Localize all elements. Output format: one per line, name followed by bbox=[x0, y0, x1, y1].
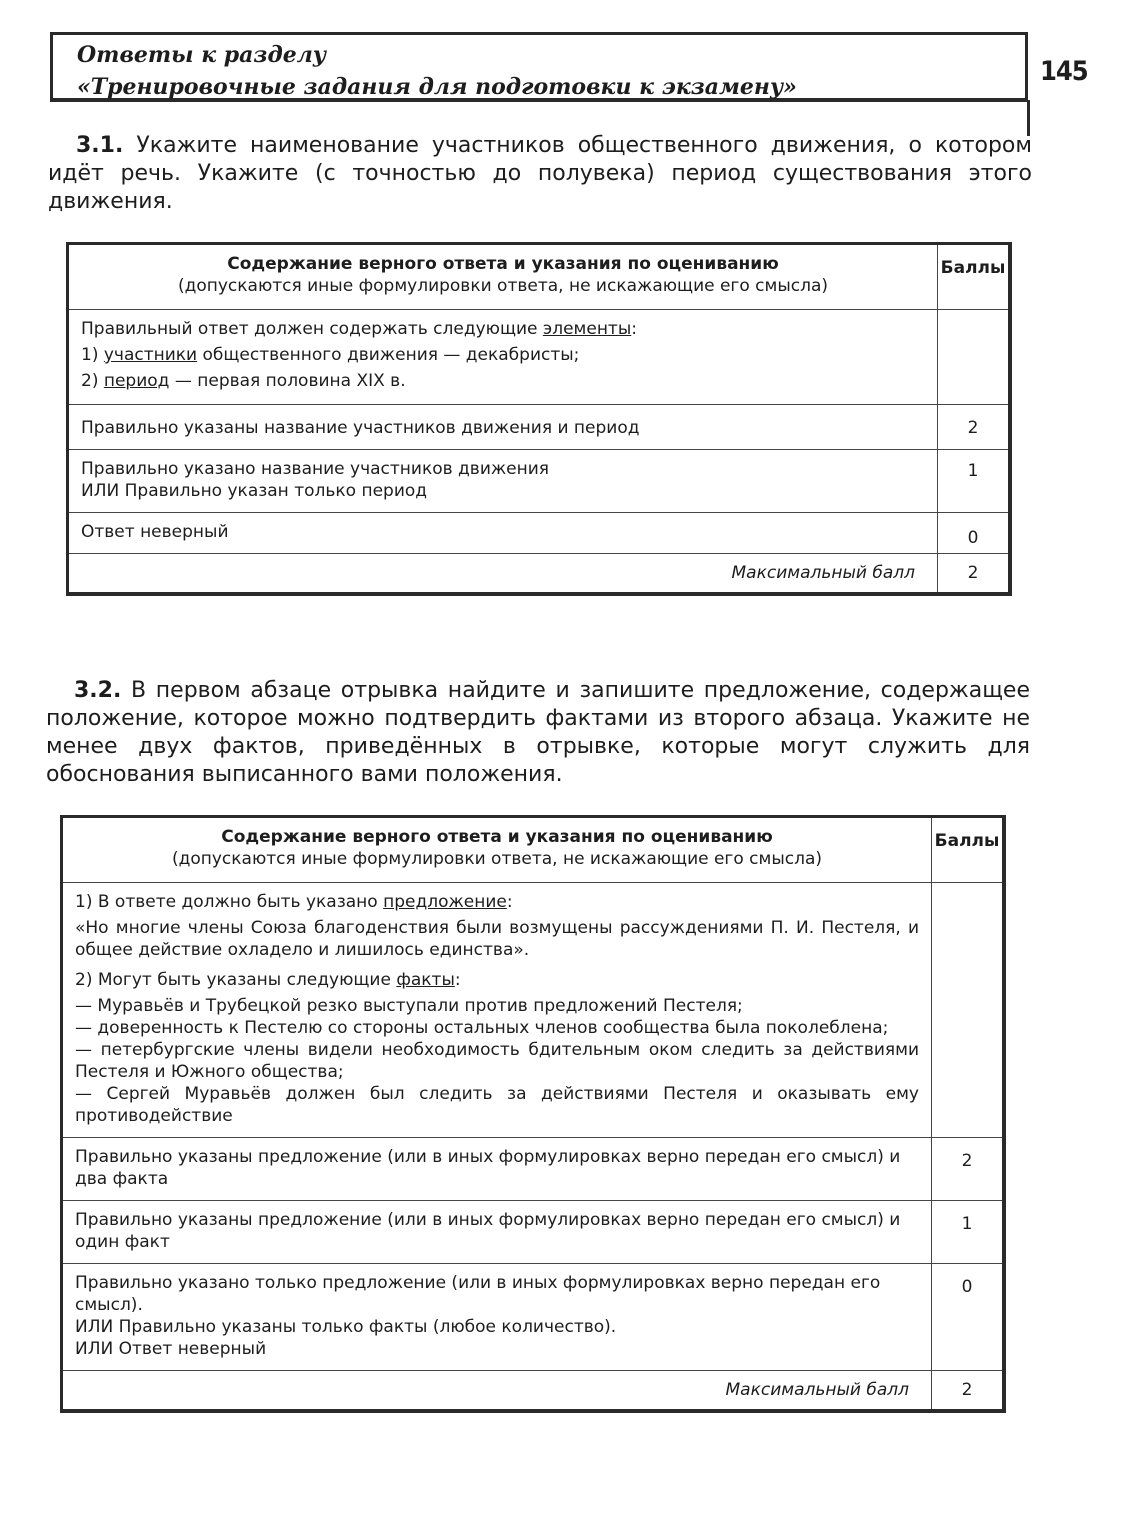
question-number: 3.1. bbox=[76, 133, 124, 158]
max-score-row bbox=[68, 554, 1011, 595]
criterion-cell: Правильно указано название участников движения ИЛИ Правильно указан только период bbox=[68, 450, 938, 513]
answer-intro: Правильный ответ должен содержать следующие элементы: bbox=[81, 319, 637, 339]
answer-cell bbox=[68, 310, 938, 405]
section-header bbox=[50, 32, 1028, 102]
score-cell: 0 bbox=[932, 1264, 1005, 1371]
question-number: 3.2. bbox=[74, 678, 122, 703]
header-score-cell: Баллы bbox=[932, 817, 1005, 883]
list-item: — Сергей Муравьёв должен был следить за действиями Пестеля и оказывать ему противодействие bbox=[75, 1084, 919, 1126]
score-cell: 2 bbox=[932, 1138, 1005, 1201]
criterion-cell: Правильно указаны предложение (или в иных формулировках верно передан его смысл) и один факт bbox=[62, 1201, 932, 1264]
table-header-row bbox=[62, 817, 1005, 883]
score-cell: 1 bbox=[938, 450, 1011, 513]
criterion-cell: Правильно указаны предложение (или в иных формулировках верно передан его смысл) и два факта bbox=[62, 1138, 932, 1201]
answer-element-2: 2) период — первая половина XIX в. bbox=[81, 371, 406, 391]
table-row bbox=[68, 513, 1011, 554]
table-row bbox=[62, 1201, 1005, 1264]
list-item: — петербургские члены видели необходимость бдительным оком следить за действиями Пестеля и Южного общества; bbox=[75, 1040, 919, 1082]
max-score-value: 2 bbox=[938, 554, 1011, 595]
list-item: — Муравьёв и Трубецкой резко выступали против предложений Пестеля; bbox=[75, 996, 743, 1016]
answer-row bbox=[62, 883, 1005, 1138]
table-row bbox=[68, 450, 1011, 513]
criterion-cell: Ответ неверный bbox=[68, 513, 938, 554]
question-3-2 bbox=[46, 677, 1030, 789]
answer-point-2: 2) Могут быть указаны следующие факты: bbox=[75, 970, 461, 990]
answer-point-1: 1) В ответе должно быть указано предложение: bbox=[75, 892, 513, 912]
header-desc-cell bbox=[62, 817, 932, 883]
section-title-line1: Ответы к разделу bbox=[77, 42, 326, 68]
answer-cell bbox=[62, 883, 932, 1138]
criterion-cell: Правильно указаны название участников движения и период bbox=[68, 405, 938, 450]
section-title-line2: «Тренировочные задания для подготовки к экзамену» bbox=[77, 74, 797, 100]
max-score-label: Максимальный балл bbox=[62, 1371, 932, 1412]
header-subtitle: (допускаются иные формулировки ответа, не искажающие его смысла) bbox=[171, 849, 823, 869]
answer-element-1: 1) участники общественного движения — декабристы; bbox=[81, 345, 580, 365]
score-cell: 2 bbox=[938, 405, 1011, 450]
max-score-row bbox=[62, 1371, 1005, 1412]
header-score-cell: Баллы bbox=[938, 244, 1011, 310]
answer-score-cell bbox=[938, 310, 1011, 405]
table-row bbox=[68, 405, 1011, 450]
header-title: Содержание верного ответа и указания по оцениванию bbox=[221, 827, 773, 847]
header-subtitle: (допускаются иные формулировки ответа, не искажающие его смысла) bbox=[177, 276, 829, 296]
grading-table-3-2 bbox=[60, 815, 1006, 1413]
side-rule bbox=[1027, 100, 1030, 136]
header-desc-cell bbox=[68, 244, 938, 310]
answer-quote: «Но многие члены Союза благоденствия были возмущены рассуждениями П. И. Пестеля, и общее действие охладело и лишилось единства». bbox=[75, 918, 919, 960]
page-number: 145 bbox=[1040, 56, 1088, 87]
grading-table-3-1 bbox=[66, 242, 1012, 596]
score-cell: 0 bbox=[938, 513, 1011, 554]
answer-row bbox=[68, 310, 1011, 405]
table-row bbox=[62, 1138, 1005, 1201]
table-row bbox=[62, 1264, 1005, 1371]
table-header-row bbox=[68, 244, 1011, 310]
score-cell: 1 bbox=[932, 1201, 1005, 1264]
header-title: Содержание верного ответа и указания по оцениванию bbox=[227, 254, 779, 274]
question-text: В первом абзаце отрывка найдите и запишите предложение, содержащее положение, которое можно подтвердить фактами из второго абзаца. Укажите не менее двух фактов, приведённых в отрывке, которые могут служить для обоснования выписанного вами положения. bbox=[46, 678, 1031, 787]
max-score-value: 2 bbox=[932, 1371, 1005, 1412]
answer-score-cell bbox=[932, 883, 1005, 1138]
list-item: — доверенность к Пестелю со стороны остальных членов сообщества была поколеблена; bbox=[75, 1018, 889, 1038]
question-3-1 bbox=[48, 132, 1032, 216]
criterion-cell: Правильно указано только предложение (или в иных формулировках верно передан его смысл). ИЛИ Правильно указаны только факты (любое количество). ИЛИ Ответ неверный bbox=[62, 1264, 932, 1371]
max-score-label: Максимальный балл bbox=[68, 554, 938, 595]
question-text: Укажите наименование участников общественного движения, о котором идёт речь. Укажите (с точностью до полувека) период существования этого движения. bbox=[48, 133, 1032, 214]
